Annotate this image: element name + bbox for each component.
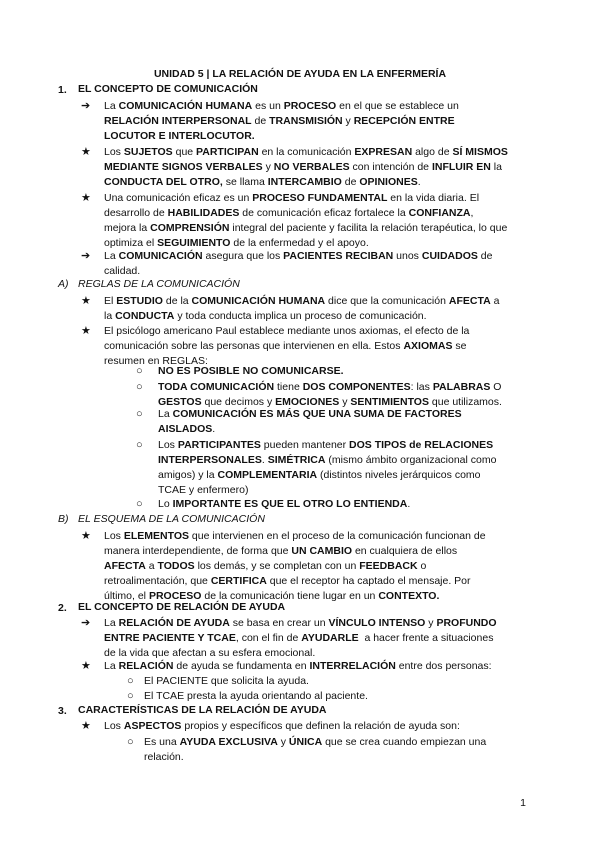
circle-icon: ○ — [136, 381, 143, 393]
circle-icon: ○ — [136, 365, 143, 377]
paragraph: Una comunicación eficaz es un PROCESO FUNDAMENTAL en la vida diaria. El desarrollo de HABILIDADES de comunicación eficaz fortalece la CONFIANZA, mejora la COMPRENSIÓN integral del paciente y facilita la relación terapéutica, lo que optimiza el SEGUIMIENTO de la enfermedad y el apoyo. — [104, 192, 508, 249]
page-number: 1 — [520, 797, 526, 809]
list-item: Es una AYUDA EXCLUSIVA y ÚNICA que se crea cuando empiezan una relación. — [144, 736, 487, 763]
list-item: La COMUNICACIÓN ES MÁS QUE UNA SUMA DE FACTORES AISLADOS. — [158, 408, 462, 435]
arrow-icon: ➔ — [81, 617, 91, 629]
section-number: 3. — [58, 705, 67, 717]
list-item: TODA COMUNICACIÓN tiene DOS COMPONENTES: las PALABRAS O GESTOS que decimos y EMOCIONES y SENTIMIENTOS que utilizamos. — [158, 381, 502, 408]
circle-icon: ○ — [136, 408, 143, 420]
circle-icon: ○ — [136, 439, 143, 451]
arrow-icon: ➔ — [81, 250, 91, 262]
list-item: El TCAE presta la ayuda orientando al paciente. — [144, 690, 368, 702]
circle-icon: ○ — [127, 675, 134, 687]
paragraph: La COMUNICACIÓN HUMANA es un PROCESO en el que se establece un RELACIÓN INTERPERSONAL de TRANSMISIÓN y RECEPCIÓN ENTRE LOCUTOR E INTERLOCUTOR. — [104, 100, 459, 142]
section-heading: CARACTERÍSTICAS DE LA RELACIÓN DE AYUDA — [78, 704, 327, 716]
list-item: NO ES POSIBLE NO COMUNICARSE. — [158, 365, 344, 377]
page-title: UNIDAD 5 | LA RELACIÓN DE AYUDA EN LA ENFERMERÍA — [153, 68, 447, 80]
subsection-heading: REGLAS DE LA COMUNICACIÓN — [78, 278, 240, 290]
section-number: 1. — [58, 84, 67, 96]
star-icon: ★ — [81, 530, 91, 542]
star-icon: ★ — [81, 325, 91, 337]
circle-icon: ○ — [127, 690, 134, 702]
subsection-letter: A) — [58, 278, 69, 290]
paragraph: La RELACIÓN de ayuda se fundamenta en INTERRELACIÓN entre dos personas: — [104, 660, 492, 672]
circle-icon: ○ — [136, 498, 143, 510]
star-icon: ★ — [81, 192, 91, 204]
section-number: 2. — [58, 602, 67, 614]
paragraph: Los ASPECTOS propios y específicos que definen la relación de ayuda son: — [104, 720, 460, 732]
subsection-heading: EL ESQUEMA DE LA COMUNICACIÓN — [78, 513, 265, 525]
section-heading: EL CONCEPTO DE COMUNICACIÓN — [78, 83, 258, 95]
circle-icon: ○ — [127, 736, 134, 748]
paragraph: Los SUJETOS que PARTICIPAN en la comunicación EXPRESAN algo de SÍ MISMOS MEDIANTE SIGNOS VERBALES y NO VERBALES con intención de INFLUIR EN la CONDUCTA DEL OTRO, se llama INTERCAMBIO de OPINIONES. — [104, 146, 508, 188]
list-item: El PACIENTE que solicita la ayuda. — [144, 675, 309, 687]
list-item: Lo IMPORTANTE ES QUE EL OTRO LO ENTIENDA. — [158, 498, 411, 510]
star-icon: ★ — [81, 146, 91, 158]
section-heading: EL CONCEPTO DE RELACIÓN DE AYUDA — [78, 601, 286, 613]
subsection-letter: B) — [58, 513, 69, 525]
paragraph: El ESTUDIO de la COMUNICACIÓN HUMANA dice que la comunicación AFECTA a la CONDUCTA y toda conducta implica un proceso de comunicación. — [104, 295, 500, 322]
list-item: Los PARTICIPANTES pueden mantener DOS TIPOS de RELACIONES INTERPERSONALES. SIMÉTRICA (mismo ámbito organizacional como amigos) y la COMPLEMENTARIA (distintos niveles jerárquicos como TCAE y enfermero) — [158, 439, 497, 496]
paragraph: Los ELEMENTOS que intervienen en el proceso de la comunicación funcionan de manera interdependiente, de forma que UN CAMBIO en cualquiera de ellos AFECTA a TODOS los demás, y se completan con un FEEDBACK o retroalimentación, que CERTIFICA que el receptor ha captado el mensaje. Por último, el PROCESO de la comunicación tiene lugar en un CONTEXTO. — [104, 530, 486, 602]
paragraph: La RELACIÓN DE AYUDA se basa en crear un VÍNCULO INTENSO y PROFUNDO ENTRE PACIENTE Y TCAE, con el fin de AYUDARLE a hacer frente a situaciones de la vida que afectan a su esfera emocional. — [104, 617, 497, 659]
star-icon: ★ — [81, 720, 91, 732]
paragraph: El psicólogo americano Paul establece mediante unos axiomas, el efecto de la comunicación sobre las personas que intervienen en ella. Estos AXIOMAS se resumen en REGLAS: — [104, 325, 470, 367]
arrow-icon: ➔ — [81, 100, 91, 112]
star-icon: ★ — [81, 295, 91, 307]
paragraph: La COMUNICACIÓN asegura que los PACIENTES RECIBAN unos CUIDADOS de calidad. — [104, 250, 493, 277]
star-icon: ★ — [81, 660, 91, 672]
